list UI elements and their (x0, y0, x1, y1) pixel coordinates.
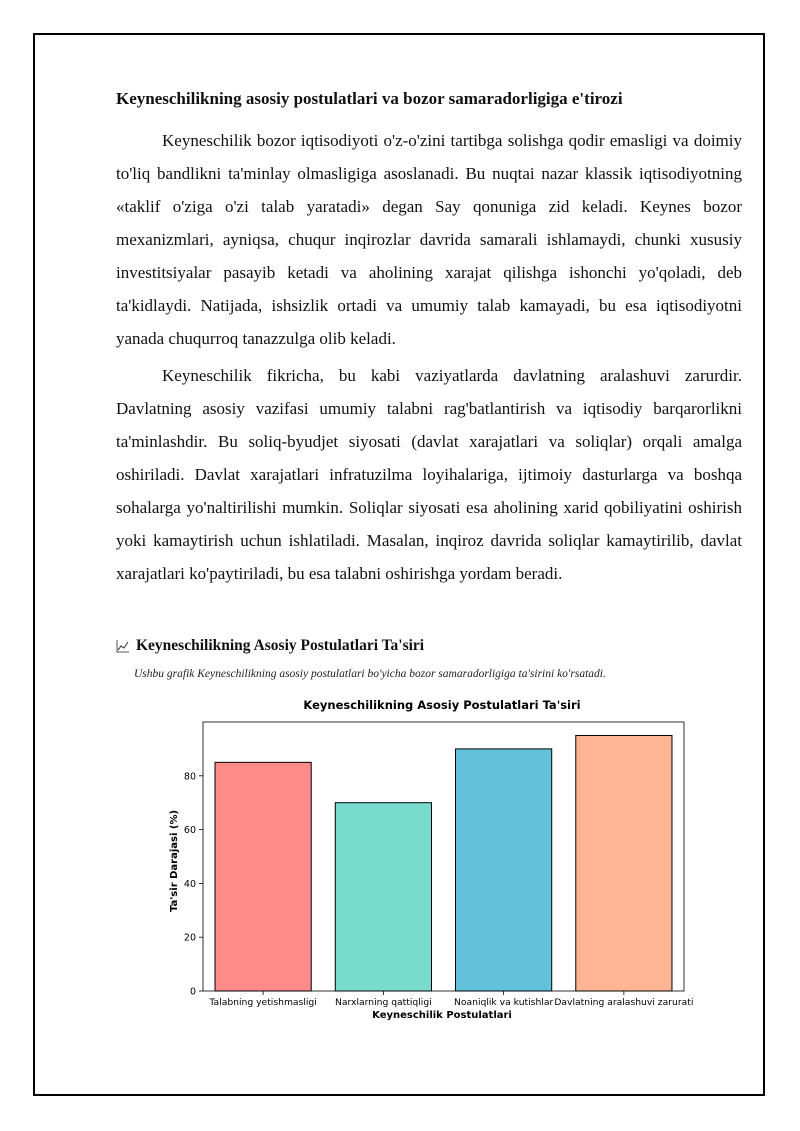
section-heading: Keyneschilikning asosiy postulatlari va bozor samaradorligiga e'tirozi (116, 89, 623, 108)
chart-title: Keyneschilikning Asosiy Postulatlari Ta'siri (303, 698, 581, 712)
bar (335, 803, 431, 991)
y-tick-label: 20 (183, 932, 196, 944)
bar (456, 749, 552, 991)
y-tick-label: 0 (189, 986, 196, 998)
figure-title-text: Keyneschilikning Asosiy Postulatlari Ta'siri (136, 637, 425, 654)
y-tick-label: 60 (183, 825, 196, 837)
x-tick-label: Davlatning aralashuvi zarurati (554, 997, 694, 1008)
paragraph-1: Keyneschilik bozor iqtisodiyoti o'z-o'zini tartibga solishga qodir emasligi va doimiy to'liq bandlikni ta'minlay olmasligiga asoslanadi. Bu nuqtai nazar klassik iqtisodiyotning «taklif o'ziga o'zi talab yaratadi» degan Say qonuniga zid keladi. Keynes bozor mexanizmlari, ayniqsa, chuqur inqirozlar davrida samarali ishlamaydi, chunki xususiy investitsiyalar pasayib ketadi va aholining xarajat qilishga ishonchi yo'qoladi, deb ta'kidlaydi. Natijada, ishsizlik ortadi va umumiy talab kamayadi, bu esa iqtisodiyotni yanada chuqurroq tanazzulga olib keladi. (116, 131, 742, 348)
x-tick-label: Noaniqlik va kutishlar (454, 997, 554, 1008)
figure-caption: Ushbu grafik Keyneschilikning asosiy postulatlari bo'yicha bozor samaradorligiga ta'sirini ko'rsatadi. (134, 668, 606, 680)
chart-line-icon (116, 639, 130, 653)
y-tick-label: 40 (183, 878, 196, 890)
x-tick-label: Talabning yetishmasligi (209, 997, 317, 1008)
bar (215, 762, 311, 991)
chart-ylabel: Ta'sir Darajasi (%) (169, 809, 180, 913)
figure-title (116, 637, 424, 655)
paragraph-2: Keyneschilik fikricha, bu kabi vaziyatlarda davlatning aralashuvi zarurdir. Davlatning asosiy vazifasi umumiy talabni rag'batlantirish va iqtisodiy barqarorlikni ta'minlashdir. Bu soliq-byudjet siyosati (davlat xarajatlari va soliqlar) orqali amalga oshiriladi. Davlat xarajatlari infratuzilma loyihalariga, ijtimoiy dasturlarga va boshqa sohalarga yo'naltirilishi mumkin. Soliqlar siyosati esa aholining xarid qobiliyatini oshirish yoki kamaytirish uchun ishlatiladi. Masalan, inqiroz davrida soliqlar kamaytirilib, davlat xarajatlari ko'paytiriladi, bu esa talabni oshirishga yordam beradi. (116, 366, 742, 583)
x-tick-label: Narxlarning qattiqligi (334, 997, 432, 1008)
y-tick-label: 80 (183, 771, 196, 783)
bar-chart (150, 688, 710, 1028)
bar (576, 735, 672, 991)
chart-xlabel: Keyneschilik Postulatlari (372, 1010, 512, 1021)
